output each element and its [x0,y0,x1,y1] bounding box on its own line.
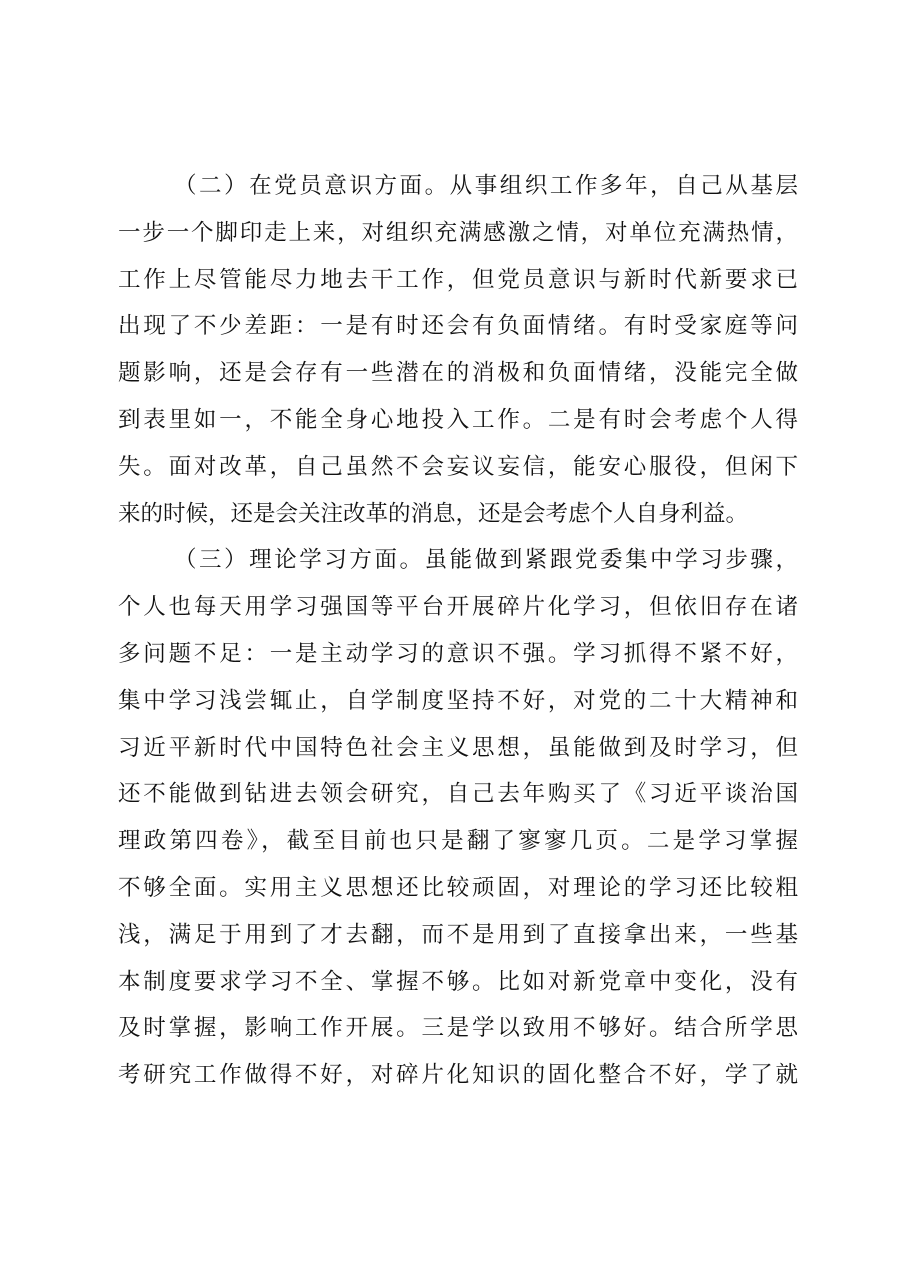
text-line: 工作上尽管能尽力地去干工作，但党员意识与新时代新要求已 [118,266,798,293]
text-line: 浅，满足于用到了才去翻，而不是用到了直接拿出来，一些基 [118,921,798,948]
text-line: 及时掌握，影响工作开展。三是学以致用不够好。结合所学思 [118,1015,798,1042]
text-line: 题影响，还是会存有一些潜在的消极和负面情绪，没能完全做 [118,360,798,387]
text-line: 多问题不足：一是主动学习的意识不强。学习抓得不紧不好， [118,640,798,667]
text-line: 集中学习浅尝辄止，自学制度坚持不好，对党的二十大精神和 [118,687,798,714]
text-line: 个人也每天用学习强国等平台开展碎片化学习，但依旧存在诸 [118,594,798,621]
paragraph-theory-study [118,537,798,1099]
text-line: 一步一个脚印走上来，对组织充满感激之情，对单位充满热情， [118,219,798,246]
text-line: 考研究工作做得不好，对碎片化知识的固化整合不好，学了就 [118,1062,798,1089]
text-line: 还不能做到钻进去领会研究，自己去年购买了《习近平谈治国 [118,781,798,808]
text-line: 到表里如一，不能全身心地投入工作。二是有时会考虑个人得 [118,406,798,433]
document-body [118,163,798,1099]
text-line: 本制度要求学习不全、掌握不够。比如对新党章中变化，没有 [118,968,798,995]
text-line: 习近平新时代中国特色社会主义思想，虽能做到及时学习，但 [118,734,798,761]
text-line: 失。面对改革，自己虽然不会妄议妄信，能安心服役，但闲下 [118,453,798,480]
paragraph-party-awareness [118,163,798,537]
text-line: 不够全面。实用主义思想还比较顽固，对理论的学习还比较粗 [118,874,798,901]
text-line: （三）理论学习方面。虽能做到紧跟党委集中学习步骤， [174,547,798,574]
text-line: 来的时候，还是会关注改革的消息，还是会考虑个人自身利益。 [118,500,749,527]
text-line: 出现了不少差距：一是有时还会有负面情绪。有时受家庭等问 [118,313,798,340]
text-line: （二）在党员意识方面。从事组织工作多年，自己从基层 [174,173,798,199]
text-line: 理政第四卷》，截至目前也只是翻了寥寥几页。二是学习掌握 [118,828,798,855]
